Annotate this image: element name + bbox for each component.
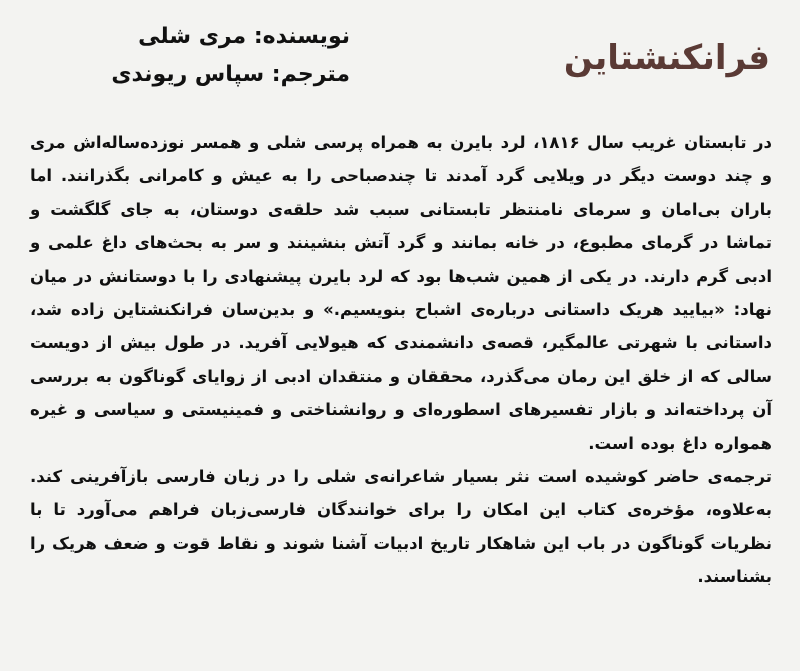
description-body bbox=[30, 126, 772, 594]
author-credit: نویسنده: مری شلی bbox=[138, 24, 350, 49]
translator-credit: مترجم: سپاس ریوندی bbox=[111, 62, 350, 87]
description-paragraph-1: در تابستان غریب سال ۱۸۱۶، لرد بایرن به همراه پرسی شلی و همسر نوزده‌ساله‌اش مری و چند دوست دیگر در ویلایی گرد آمدند تا چندصباحی را به عیش و کامرانی بگذرانند. اما باران بی‌امان و سرمای نامنتظر تابستانی سبب شد حلقه‌ی دوستان، به جای گلگشت و تماشا در گرمای مطبوع، در خانه بمانند و گرد آتش بنشینند و سر به بحث‌های داغ علمی و ادبی گرم دارند. در یکی از همین شب‌ها بود که لرد بایرن پیشنهادی را با دوستانش در میان نهاد: «بیایید هریک داستانی درباره‌ی اشباح بنویسیم.» و بدین‌سان فرانکنشتاین زاده شد، داستانی با شهرتی عالمگیر، قصه‌ی دانشمندی که هیولایی آفرید. در طول بیش از دویست سالی که از خلق این رمان می‌گذرد، محققان و منتقدان ادبی از زوایای گوناگون به بررسی آن پرداخته‌اند و بازار تفسیرهای اسطوره‌ای و روانشناختی و فمینیستی و سیاسی و غیره همواره داغ بوده است. bbox=[30, 133, 772, 453]
description-paragraph-2: ترجمه‌ی حاضر کوشیده است نثر بسیار شاعرانه‌ی شلی را در زبان فارسی بازآفرینی کند. به‌علاوه، مؤخره‌ی کتاب این امکان را برای خوانندگان فارسی‌زبان فراهم می‌آورد تا با نظریات گوناگون در باب این شاهکار تاریخ ادبیات آشنا شوند و نقاط قوت و ضعف هریک را بشناسند. bbox=[30, 467, 772, 587]
book-title: فرانکنشتاین bbox=[563, 38, 770, 78]
credits-block bbox=[90, 18, 350, 94]
